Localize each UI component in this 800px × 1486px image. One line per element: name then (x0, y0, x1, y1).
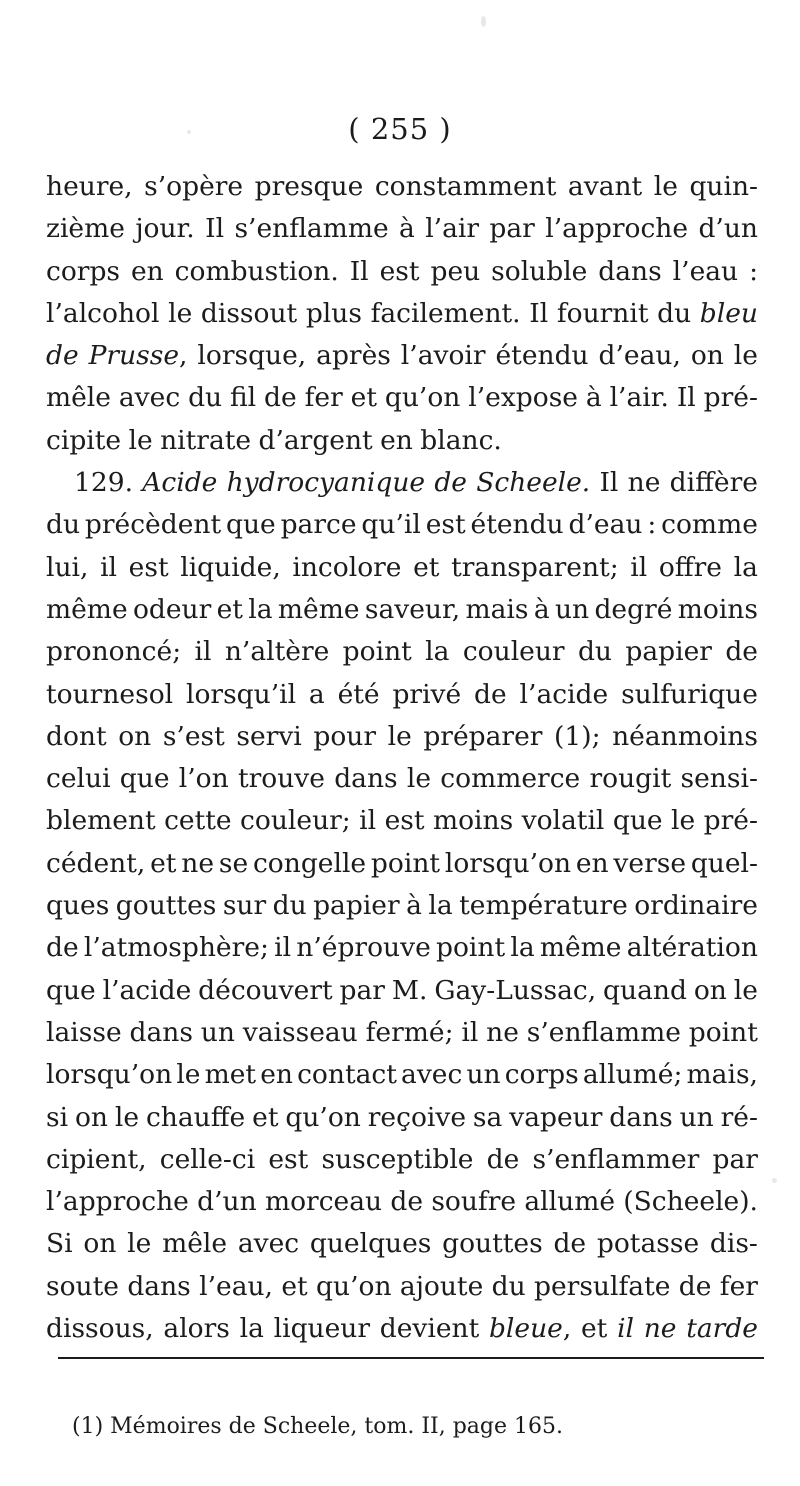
word: du (272, 890, 307, 922)
word: verse (613, 847, 687, 879)
word: jour. (135, 213, 195, 245)
word: couleur; (240, 805, 351, 837)
word: qu’on (384, 382, 461, 414)
word: l’approche (545, 213, 689, 245)
word: il (359, 805, 377, 837)
text-line (46, 1181, 758, 1223)
word: Il (205, 213, 225, 245)
text-line (46, 1097, 758, 1139)
word: (1); (554, 720, 601, 752)
word: étendu (470, 509, 564, 541)
word: mais (465, 593, 529, 625)
word: persulfate (534, 1270, 671, 1302)
word: dis- (709, 1228, 758, 1260)
text-line (46, 377, 758, 419)
word: qu’il (361, 509, 421, 541)
word: ordinaire (634, 890, 758, 922)
text-line (46, 504, 758, 546)
text-line (46, 335, 758, 377)
word: blement (46, 805, 156, 837)
word: cédent, (46, 847, 146, 879)
word: étendu (495, 340, 589, 372)
word: (Scheele). (623, 1186, 758, 1218)
word: papier (313, 890, 400, 922)
text-line (46, 1308, 758, 1350)
word: couleur (462, 636, 565, 668)
word: chauffe (145, 1101, 246, 1133)
word: qu’on (285, 1101, 361, 1133)
word: température (459, 890, 628, 922)
word: lorsqu’il (185, 678, 297, 710)
word: la (248, 593, 273, 625)
word: d’argent (258, 424, 373, 456)
word: facilement. (370, 297, 521, 329)
word: heure, (46, 171, 133, 202)
word: on (83, 1228, 117, 1260)
word: parce (280, 509, 357, 541)
word: morceau (264, 1186, 383, 1218)
text-line (46, 1054, 758, 1096)
word: sur (222, 890, 267, 922)
word: altération (626, 932, 758, 964)
word: : (647, 509, 657, 541)
word: s’enflamme (526, 1016, 681, 1048)
word: ne (486, 1016, 519, 1048)
word: Acide (142, 467, 218, 499)
word: et (350, 382, 377, 414)
word: Il (349, 255, 369, 287)
word: combustion. (174, 255, 339, 287)
word: Il (676, 382, 696, 414)
word: soute (46, 1270, 119, 1302)
word: lorsqu’on (444, 847, 572, 879)
word: n’altère (224, 636, 330, 668)
word: M. (391, 974, 428, 1006)
word: sensi- (680, 763, 758, 795)
word: le (653, 171, 678, 202)
word: par (489, 213, 535, 245)
word: incolore (292, 551, 402, 583)
word: degré (594, 593, 673, 625)
page-number: ( 255 ) (348, 112, 452, 146)
word: tournesol (46, 678, 174, 710)
word: moins (677, 593, 758, 625)
word: d’eau (568, 509, 643, 541)
word: un (200, 1016, 235, 1048)
word: de (390, 1186, 424, 1218)
word: et (216, 593, 243, 625)
word: à (585, 382, 602, 414)
word: le (114, 1101, 140, 1133)
word: dans (609, 1101, 673, 1133)
text-line (46, 420, 758, 462)
word: l’on (178, 763, 229, 795)
word: est (268, 1143, 309, 1175)
word: contact (297, 1059, 397, 1091)
word: du (46, 509, 81, 541)
footnote-rule (58, 1357, 764, 1359)
word: du (188, 382, 223, 414)
word: point (688, 1016, 758, 1048)
word: le (168, 297, 193, 329)
word: le (733, 340, 758, 372)
word: en (380, 424, 413, 456)
word: reçoive (367, 1101, 467, 1133)
word: sulfurique (621, 678, 758, 710)
word: Il (599, 467, 619, 499)
word: se (218, 847, 249, 879)
word: lui, (46, 551, 89, 583)
word: est (128, 551, 169, 583)
word: l’alcohol (46, 297, 160, 329)
word: soufre (431, 1186, 517, 1218)
word: plus (305, 297, 362, 329)
word: d’eau, (598, 340, 681, 372)
word: dans (598, 255, 662, 287)
word: cipite (46, 424, 122, 456)
word: ajoute (399, 1270, 484, 1302)
word: est (384, 805, 425, 837)
word: rougit (589, 763, 672, 795)
word: corps (504, 1059, 579, 1091)
word: hydrocyanique (226, 467, 426, 499)
word: gouttes (442, 1228, 543, 1260)
word: a (308, 678, 325, 710)
word: avant (567, 171, 643, 202)
word: ne (627, 467, 661, 499)
word: fournit (556, 297, 649, 329)
word: en (130, 255, 164, 287)
word: avec (237, 1228, 300, 1260)
word: moins (432, 805, 514, 837)
word: liqueur (273, 1313, 371, 1345)
word: nitrate (160, 424, 252, 456)
word: il (194, 636, 212, 668)
text-line (46, 674, 758, 716)
word: odeur (132, 593, 212, 625)
word: fer (304, 382, 343, 414)
text-line (46, 631, 758, 673)
word: presque (254, 171, 364, 202)
word: l’eau, (199, 1270, 273, 1302)
word: l’acide (102, 974, 192, 1006)
word: il (100, 551, 118, 583)
word: constamment (374, 171, 557, 202)
word: à (533, 593, 550, 625)
word: du (577, 636, 612, 668)
word: le (406, 763, 432, 795)
word: servi (236, 720, 302, 752)
word: l’eau (672, 255, 739, 287)
word: Scheele. (476, 467, 591, 499)
word: pré- (703, 382, 758, 414)
word: un (554, 593, 590, 625)
word: Il (529, 297, 549, 329)
word: et (252, 1101, 279, 1133)
word: il (274, 932, 292, 964)
word: de (264, 382, 297, 414)
text-line (46, 589, 758, 631)
word: un (679, 1101, 714, 1133)
footnote: (1) Mémoires de Scheele, tom. II, page 165. (72, 1414, 563, 1439)
word: du (491, 1270, 526, 1302)
word: on (690, 340, 724, 372)
word: comme (661, 509, 758, 541)
word: le (128, 424, 153, 456)
word: allumé; (582, 1059, 683, 1091)
word: Prusse, (88, 340, 188, 372)
word: met (204, 1059, 257, 1091)
word: trouve (237, 763, 325, 795)
text-line (46, 1139, 758, 1181)
word: laisse (46, 1016, 122, 1048)
word: : (749, 255, 758, 287)
word: point (436, 932, 506, 964)
word: néanmoins (612, 720, 758, 752)
text-line (46, 716, 758, 758)
word: le (733, 974, 758, 1006)
text-line (46, 800, 758, 842)
word: après (316, 340, 391, 372)
word: en (260, 1059, 293, 1091)
word: papier (625, 636, 712, 668)
word: vapeur (509, 1101, 603, 1133)
word: de (474, 678, 507, 710)
word: quand (603, 974, 687, 1006)
word: on (118, 720, 152, 752)
word: prononcé; (46, 636, 182, 668)
text-line (46, 843, 758, 885)
word: celle-ci (159, 1143, 256, 1175)
word: même (46, 593, 128, 625)
word: on (74, 1101, 108, 1133)
text-line (46, 293, 758, 335)
word: pré- (703, 805, 758, 837)
text-line (46, 166, 758, 208)
word: l’atmosphère; (83, 932, 269, 964)
word: celui (46, 763, 111, 795)
word: privé (392, 678, 462, 710)
word: point (370, 847, 441, 879)
word: potasse (596, 1228, 700, 1260)
word: mêle (46, 382, 111, 414)
word: peu (430, 255, 481, 287)
word: précèdent (84, 509, 222, 541)
word: volatil (521, 805, 605, 837)
word: 129. (74, 467, 134, 499)
word: s’enflammer (532, 1143, 700, 1175)
text-line (46, 758, 758, 800)
word: à (406, 890, 422, 922)
word: bleue, (488, 1313, 572, 1345)
text-line (46, 970, 758, 1012)
word: l’expose (468, 382, 578, 414)
word: le (127, 1228, 152, 1260)
word: la (428, 890, 453, 922)
word: point (342, 636, 412, 668)
word: que (46, 974, 96, 1006)
word: d’un (197, 1186, 257, 1218)
text-line (46, 927, 758, 969)
word: en (575, 847, 609, 879)
word: de (725, 636, 758, 668)
word: de (553, 1228, 587, 1260)
text-line (46, 462, 758, 504)
word: mais, (686, 1059, 758, 1091)
text-line (46, 1012, 758, 1054)
word: avec (401, 1059, 463, 1091)
word: été (337, 678, 380, 710)
word: bleu (699, 297, 758, 329)
body-text (46, 166, 758, 1350)
word: pour (313, 720, 377, 752)
word: ne (643, 1313, 677, 1345)
word: de (46, 340, 79, 372)
word: que (119, 763, 170, 795)
word: ques (46, 890, 110, 922)
word: cipient, (46, 1143, 147, 1175)
word: par (339, 974, 385, 1006)
word: le (671, 805, 696, 837)
word: le (176, 1059, 201, 1091)
word: découvert (198, 974, 333, 1006)
word: s’enflamme (234, 213, 389, 245)
word: alors (163, 1313, 230, 1345)
word: de (46, 932, 79, 964)
word: l’air. (609, 382, 669, 414)
word: vaisseau (242, 1016, 358, 1048)
word: fermé; (365, 1016, 454, 1048)
word: du (657, 297, 692, 329)
word: même (539, 932, 622, 964)
word: saveur, (364, 593, 461, 625)
word: et (581, 1313, 608, 1345)
word: la (425, 636, 450, 668)
word: congelle (252, 847, 367, 879)
word: il (461, 1016, 479, 1048)
word: qu’on (316, 1270, 392, 1302)
word: quin- (689, 171, 758, 202)
word: l’avoir (400, 340, 486, 372)
text-line (46, 251, 758, 293)
word: liquide, (180, 551, 281, 583)
word: il (630, 551, 648, 583)
word: tarde (686, 1313, 758, 1345)
word: n’éprouve (296, 932, 431, 964)
word: l’approche (46, 1186, 189, 1218)
word: Gay-Lussac, (434, 974, 597, 1006)
word: diffère (669, 467, 758, 499)
word: cette (164, 805, 232, 837)
word: Si (46, 1228, 73, 1260)
word: gouttes (115, 890, 217, 922)
word: que (225, 509, 276, 541)
word: soluble (491, 255, 588, 287)
word: dissout (200, 297, 298, 329)
text-line (46, 1266, 758, 1308)
text-line (46, 1223, 758, 1265)
word: blanc. (420, 424, 502, 456)
word: fil (229, 382, 257, 414)
word: et (281, 1270, 308, 1302)
word: dans (129, 1016, 193, 1048)
word: de (434, 467, 467, 499)
word: dans (334, 763, 398, 795)
word: zième (46, 213, 125, 245)
word: le (387, 720, 412, 752)
word: de (486, 1143, 520, 1175)
word: même (277, 593, 360, 625)
word: ré- (720, 1101, 758, 1133)
word: la (733, 551, 758, 583)
word: à (399, 213, 415, 245)
word: la (510, 932, 535, 964)
word: si (46, 1101, 69, 1133)
word: lorsque, (197, 340, 307, 372)
word: dissous, (46, 1313, 154, 1345)
word: s’opère (144, 171, 244, 202)
text-line (46, 547, 758, 589)
word: dont (46, 720, 107, 752)
word: est (379, 255, 420, 287)
word: devient (379, 1313, 480, 1345)
word: de (678, 1270, 712, 1302)
word: sa (472, 1101, 503, 1133)
word: transparent; (451, 551, 619, 583)
word: avec (118, 382, 181, 414)
word: commerce (440, 763, 581, 795)
word: et (150, 847, 177, 879)
word: il (617, 1313, 635, 1345)
word: offre (658, 551, 722, 583)
word: d’un (698, 213, 758, 245)
word: susceptible (321, 1143, 474, 1175)
word: corps (46, 255, 121, 287)
word: ne (181, 847, 215, 879)
word: que (612, 805, 663, 837)
word: allumé (524, 1186, 616, 1218)
text-line (46, 885, 758, 927)
word: par (712, 1143, 758, 1175)
word: dans (127, 1270, 191, 1302)
ink-speck (772, 1178, 777, 1183)
word: est (425, 509, 466, 541)
word: l’air (425, 213, 480, 245)
word: préparer (423, 720, 543, 752)
word: s’est (162, 720, 225, 752)
word: lorsqu’on (46, 1059, 173, 1091)
word: quel- (690, 847, 758, 879)
word: mêle (162, 1228, 228, 1260)
ink-speck (481, 16, 486, 27)
word: un (466, 1059, 501, 1091)
word: l’acide (519, 678, 609, 710)
word: on (693, 974, 727, 1006)
word: fer (719, 1270, 758, 1302)
word: et (413, 551, 440, 583)
text-line (46, 208, 758, 250)
word: la (239, 1313, 264, 1345)
word: quelques (309, 1228, 432, 1260)
